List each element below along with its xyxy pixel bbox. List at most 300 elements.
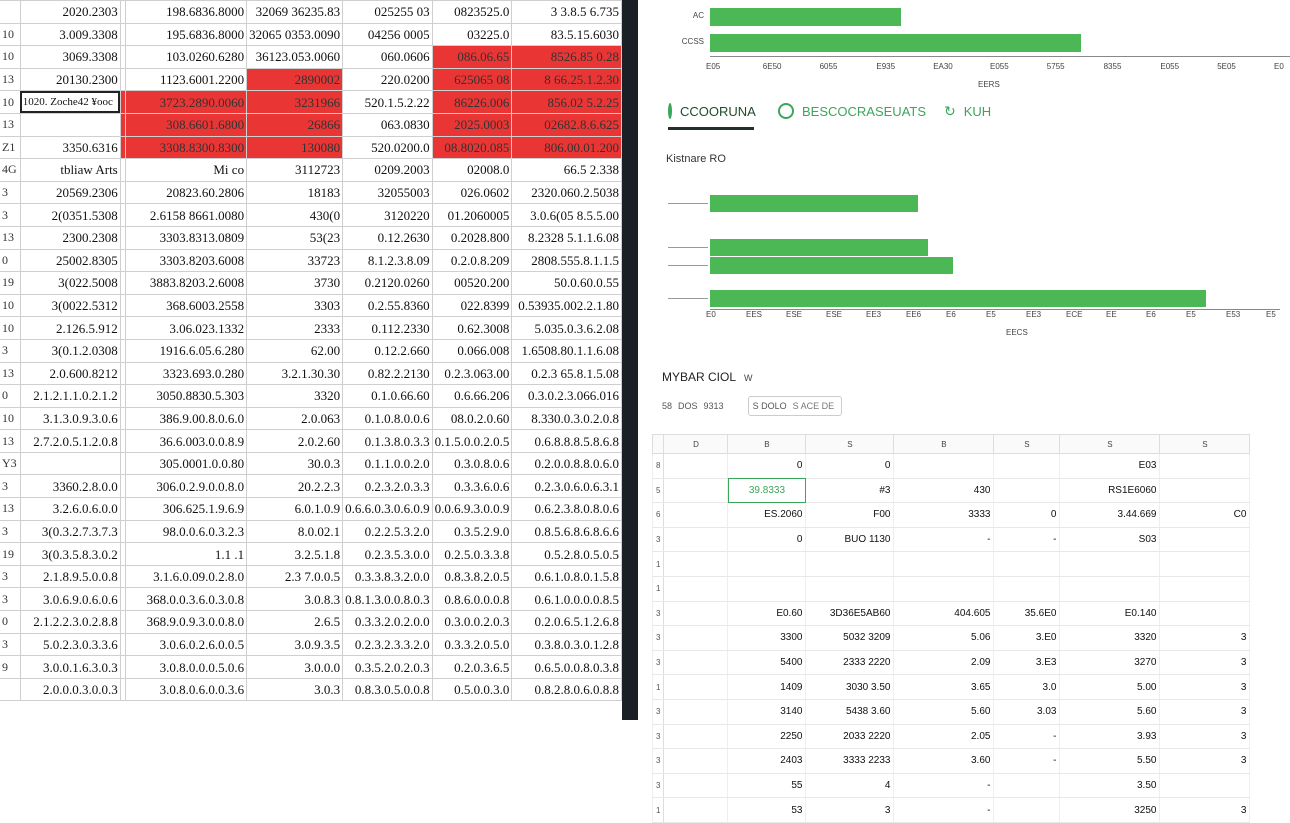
pane-divider[interactable] (622, 0, 638, 720)
grid-cell[interactable]: 3030 3.50 (806, 675, 894, 700)
tab-ccooruna[interactable] (668, 94, 754, 128)
sheet-cell[interactable]: 3320 (247, 385, 343, 408)
sheet-cell[interactable]: 8 66.25.1.2.30 (512, 68, 622, 91)
row-number[interactable]: 6 (653, 503, 664, 528)
grid-cell[interactable]: ES.2060 (728, 503, 806, 528)
sheet-cell[interactable]: 060.0606 (343, 46, 433, 69)
sheet-cell[interactable]: 0.12.2.660 (343, 339, 433, 362)
sheet-cell[interactable]: 0.2.0.6.5.1.2.6.8 (512, 611, 622, 634)
grid-cell[interactable] (994, 552, 1060, 577)
row-number[interactable]: 3 (653, 699, 664, 724)
grid-cell[interactable]: - (994, 749, 1060, 774)
sheet-cell[interactable]: 1123.6001.2200 (125, 68, 246, 91)
grid-cell[interactable] (1160, 773, 1250, 798)
sheet-cell[interactable]: 305.0001.0.0.80 (125, 452, 246, 475)
sheet-cell[interactable]: 2300.2308 (20, 226, 120, 249)
sheet-cell[interactable]: 08.0.2.0.60 (432, 407, 512, 430)
tab-kuh[interactable] (944, 94, 991, 128)
sheet-cell[interactable]: 0209.2003 (343, 159, 433, 182)
sheet-cell[interactable]: 03225.0 (432, 23, 512, 46)
sheet-cell[interactable]: 3.2.6.0.6.0.0 (20, 498, 120, 521)
sheet-cell[interactable]: 02682.8.6.625 (512, 113, 622, 136)
sheet-cell[interactable] (20, 452, 120, 475)
sheet-cell[interactable]: 1.1 .1 (125, 543, 246, 566)
sheet-cell[interactable]: 3069.3308 (20, 46, 120, 69)
grid-cell[interactable] (728, 552, 806, 577)
row-header[interactable]: 10 (0, 46, 20, 69)
sheet-cell[interactable]: 0.3.5.2.9.0 (432, 520, 512, 543)
grid-cell[interactable] (664, 650, 728, 675)
sheet-cell[interactable]: 0.1.5.0.0.2.0.5 (432, 430, 512, 453)
sheet-cell[interactable]: 3323.693.0.280 (125, 362, 246, 385)
sheet-cell[interactable]: 0.2120.0260 (343, 272, 433, 295)
column-header[interactable]: S (994, 435, 1060, 454)
grid-cell[interactable]: BUO 1130 (806, 527, 894, 552)
sheet-cell[interactable]: 50.0.60.0.55 (512, 272, 622, 295)
sheet-cell[interactable]: 3050.8830.5.303 (125, 385, 246, 408)
grid-cell[interactable]: 3 (1160, 699, 1250, 724)
row-number[interactable]: 1 (653, 576, 664, 601)
row-number[interactable]: 3 (653, 749, 664, 774)
grid-cell[interactable] (664, 527, 728, 552)
grid-cell[interactable] (994, 478, 1060, 503)
grid-cell[interactable]: 3D36E5AB60 (806, 601, 894, 626)
row-header[interactable]: 19 (0, 543, 20, 566)
row-header[interactable]: 3 (0, 339, 20, 362)
grid-cell[interactable] (664, 576, 728, 601)
sheet-cell[interactable]: 3.1.6.0.09.0.2.8.0 (125, 565, 246, 588)
grid-cell[interactable]: 3 (1160, 650, 1250, 675)
grid-cell[interactable] (894, 552, 994, 577)
grid-cell[interactable]: #3 (806, 478, 894, 503)
grid-cell[interactable]: 3.93 (1060, 724, 1160, 749)
sheet-cell[interactable]: 2.1.2.1.1.0.2.1.2 (20, 385, 120, 408)
grid-cell[interactable]: 3 (1160, 626, 1250, 651)
grid-cell[interactable] (806, 552, 894, 577)
row-header[interactable] (0, 1, 20, 24)
sheet-cell[interactable]: 0.2.3.2.3.3.2.0 (343, 633, 433, 656)
sheet-cell[interactable]: 3350.6316 (20, 136, 120, 159)
sheet-cell[interactable]: 0.3.5.2.0.2.0.3 (343, 656, 433, 679)
sheet-cell[interactable]: 3.0.8.0.0.0.5.0.6 (125, 656, 246, 679)
sheet-cell[interactable]: 08.8020.085 (432, 136, 512, 159)
grid-cell[interactable] (1160, 601, 1250, 626)
sheet-cell[interactable]: 0.3.3.8.3.2.0.0 (343, 565, 433, 588)
sheet-cell[interactable]: 3(022.5008 (20, 272, 120, 295)
grid-cell[interactable]: 39.8333 (728, 478, 806, 503)
grid-cell[interactable]: 3320 (1060, 626, 1160, 651)
sheet-cell[interactable]: 25002.8305 (20, 249, 120, 272)
sheet-cell[interactable]: 0.1.1.0.0.2.0 (343, 452, 433, 475)
sheet-cell[interactable]: 8.1.2.3.8.09 (343, 249, 433, 272)
sheet-cell[interactable]: 0.53935.002.2.1.80 (512, 294, 622, 317)
sheet-cell[interactable]: 430(0 (247, 204, 343, 227)
sheet-cell[interactable]: 8.0.02.1 (247, 520, 343, 543)
sheet-cell[interactable]: 2025.0003 (432, 113, 512, 136)
sheet-cell[interactable]: 3(0.1.2.0308 (20, 339, 120, 362)
sheet-cell[interactable]: 806.00.01.200 (512, 136, 622, 159)
grid-cell[interactable]: S03 (1060, 527, 1160, 552)
grid-cell[interactable] (1160, 552, 1250, 577)
sheet-cell[interactable]: 520.0200.0 (343, 136, 433, 159)
sheet-cell[interactable]: 83.5.15.6030 (512, 23, 622, 46)
sheet-cell[interactable]: 0.1.3.8.0.3.3 (343, 430, 433, 453)
grid-cell[interactable] (664, 478, 728, 503)
row-header[interactable]: Z1 (0, 136, 20, 159)
sheet-cell[interactable]: 0823525.0 (432, 1, 512, 24)
sheet-cell[interactable]: 386.9.00.8.0.6.0 (125, 407, 246, 430)
sheet-cell[interactable]: 20569.2306 (20, 181, 120, 204)
sheet-cell[interactable]: 2.0.063 (247, 407, 343, 430)
grid-cell[interactable]: E03 (1060, 454, 1160, 479)
grid-cell[interactable]: 2033 2220 (806, 724, 894, 749)
sheet-cell[interactable]: 0.2.55.8360 (343, 294, 433, 317)
row-header[interactable]: 19 (0, 272, 20, 295)
sheet-cell[interactable]: 025255 03 (343, 1, 433, 24)
sheet-cell[interactable]: 0.3.0.8.0.6 (432, 452, 512, 475)
grid-cell[interactable] (664, 749, 728, 774)
grid-cell[interactable] (894, 454, 994, 479)
sheet-cell[interactable]: 5.0.2.3.0.3.3.6 (20, 633, 120, 656)
sheet-cell[interactable]: 0.5.0.0.3.0 (432, 678, 512, 701)
sheet-cell[interactable]: 1.6508.80.1.1.6.08 (512, 339, 622, 362)
grid-cell[interactable]: 2.05 (894, 724, 994, 749)
sheet-cell[interactable]: 3.0.3 (247, 678, 343, 701)
column-header[interactable]: S (1060, 435, 1160, 454)
grid-cell[interactable] (664, 798, 728, 823)
row-number[interactable]: 1 (653, 798, 664, 823)
sheet-cell[interactable]: tbliaw Arts (20, 159, 120, 182)
grid-cell[interactable]: 3.65 (894, 675, 994, 700)
sheet-cell[interactable]: 2.6158 8661.0080 (125, 204, 246, 227)
sheet-cell[interactable]: 0.12.2630 (343, 226, 433, 249)
grid-cell[interactable] (664, 454, 728, 479)
sheet-cell[interactable]: 6.0.1.0.9 (247, 498, 343, 521)
sheet-cell[interactable]: 3231966 (247, 91, 343, 114)
sheet-cell[interactable]: 0.5.2.8.0.5.0.5 (512, 543, 622, 566)
grid-cell[interactable]: E0.140 (1060, 601, 1160, 626)
sheet-cell[interactable]: 0.6.5.0.0.8.0.3.8 (512, 656, 622, 679)
sheet-cell[interactable]: 01.2060005 (432, 204, 512, 227)
row-header[interactable]: 3 (0, 181, 20, 204)
sheet-cell[interactable]: 3303 (247, 294, 343, 317)
sheet-cell[interactable]: 086.06.65 (432, 46, 512, 69)
filter-input[interactable] (748, 396, 842, 416)
sheet-cell[interactable]: 0.3.0.0.2.0.3 (432, 611, 512, 634)
grid-cell[interactable]: 5400 (728, 650, 806, 675)
grid-cell[interactable] (1160, 576, 1250, 601)
sheet-cell[interactable]: 2333 (247, 317, 343, 340)
sheet-cell[interactable]: 308.6601.6800 (125, 113, 246, 136)
grid-cell[interactable]: 5.00 (1060, 675, 1160, 700)
row-header[interactable]: 3 (0, 204, 20, 227)
sheet-cell[interactable]: 0.3.8.0.3.0.1.2.8 (512, 633, 622, 656)
sheet-cell[interactable]: 3.0.9.3.5 (247, 633, 343, 656)
sheet-cell[interactable]: 368.9.0.9.3.0.0.8.0 (125, 611, 246, 634)
sheet-cell[interactable]: 0.1.0.66.60 (343, 385, 433, 408)
grid-cell[interactable] (994, 454, 1060, 479)
sheet-cell[interactable]: 022.8399 (432, 294, 512, 317)
row-number[interactable]: 1 (653, 552, 664, 577)
sheet-cell[interactable]: 368.6003.2558 (125, 294, 246, 317)
sheet-cell[interactable]: 0.2.3.063.00 (432, 362, 512, 385)
sheet-cell[interactable]: 3883.8203.2.6008 (125, 272, 246, 295)
sheet-cell[interactable]: 30.0.3 (247, 452, 343, 475)
sheet-cell[interactable]: 0.2.2.5.3.2.0 (343, 520, 433, 543)
sheet-cell[interactable]: 5.035.0.3.6.2.08 (512, 317, 622, 340)
sheet-cell[interactable]: 53(23 (247, 226, 343, 249)
grid-cell[interactable]: 3 (1160, 675, 1250, 700)
column-header[interactable]: D (664, 435, 728, 454)
sheet-cell[interactable]: 306.625.1.9.6.9 (125, 498, 246, 521)
row-header[interactable]: 0 (0, 611, 20, 634)
sheet-cell[interactable]: 195.6836.8000 (125, 23, 246, 46)
sheet-cell[interactable]: 0.2.5.0.3.3.8 (432, 543, 512, 566)
grid-cell[interactable]: 2333 2220 (806, 650, 894, 675)
sheet-cell[interactable]: 2.1.2.2.3.0.2.8.8 (20, 611, 120, 634)
sheet-cell[interactable]: 103.0260.6280 (125, 46, 246, 69)
sheet-cell[interactable]: 130080 (247, 136, 343, 159)
sheet-cell[interactable]: 520.1.5.2.22 (343, 91, 433, 114)
sheet-cell[interactable]: 2.0.600.8212 (20, 362, 120, 385)
sheet-cell[interactable]: 306.0.2.9.0.0.8.0 (125, 475, 246, 498)
sheet-cell[interactable]: 198.6836.8000 (125, 1, 246, 24)
sheet-cell[interactable]: 1020. Zoche42 ¥ooc (20, 91, 120, 114)
sheet-cell[interactable]: 0.3.3.2.0.2.0.0 (343, 611, 433, 634)
row-header[interactable]: 13 (0, 113, 20, 136)
row-header[interactable]: 9 (0, 656, 20, 679)
sheet-cell[interactable]: 368.0.0.3.6.0.3.0.8 (125, 588, 246, 611)
grid-cell[interactable]: E0.60 (728, 601, 806, 626)
row-header[interactable]: 10 (0, 91, 20, 114)
row-header[interactable]: 0 (0, 385, 20, 408)
row-header[interactable]: 13 (0, 226, 20, 249)
sheet-cell[interactable]: 0.2.3 65.8.1.5.08 (512, 362, 622, 385)
row-number[interactable]: 3 (653, 601, 664, 626)
row-header[interactable]: 10 (0, 317, 20, 340)
grid-cell[interactable]: - (894, 798, 994, 823)
sheet-cell[interactable]: 3.2.5.1.8 (247, 543, 343, 566)
sheet-cell[interactable]: 0.0.6.9.3.0.0.9 (432, 498, 512, 521)
grid-cell[interactable]: 3.60 (894, 749, 994, 774)
sheet-cell[interactable]: 32055003 (343, 181, 433, 204)
row-number[interactable]: 5 (653, 478, 664, 503)
grid-cell[interactable] (894, 576, 994, 601)
grid-cell[interactable] (994, 576, 1060, 601)
sheet-cell[interactable]: 2890002 (247, 68, 343, 91)
sheet-cell[interactable]: 625065 08 (432, 68, 512, 91)
sheet-cell[interactable]: 0.2028.800 (432, 226, 512, 249)
sheet-cell[interactable]: 3730 (247, 272, 343, 295)
sheet-cell[interactable]: 3.1.3.0.9.3.0.6 (20, 407, 120, 430)
sheet-cell[interactable]: 0.82.2.2130 (343, 362, 433, 385)
sheet-cell[interactable]: 2(0351.5308 (20, 204, 120, 227)
sheet-cell[interactable]: 00520.200 (432, 272, 512, 295)
sheet-cell[interactable]: 0.2.3.5.3.0.0 (343, 543, 433, 566)
sheet-cell[interactable]: 18183 (247, 181, 343, 204)
row-header[interactable]: 3 (0, 588, 20, 611)
sheet-cell[interactable]: 3.009.3308 (20, 23, 120, 46)
sheet-cell[interactable]: 8.2328 5.1.1.6.08 (512, 226, 622, 249)
sheet-cell[interactable]: 0.8.6.0.0.0.8 (432, 588, 512, 611)
grid-cell[interactable]: 1409 (728, 675, 806, 700)
row-number[interactable]: 3 (653, 773, 664, 798)
grid-cell[interactable]: 5.60 (894, 699, 994, 724)
row-header[interactable]: 13 (0, 68, 20, 91)
grid-cell[interactable]: 5.06 (894, 626, 994, 651)
sheet-cell[interactable]: 3(0.3.2.7.3.7.3 (20, 520, 120, 543)
sheet-cell[interactable]: 0.6.6.0.3.0.6.0.9 (343, 498, 433, 521)
grid-cell[interactable]: 0 (994, 503, 1060, 528)
grid-cell[interactable] (664, 601, 728, 626)
sheet-cell[interactable]: 0.62.3008 (432, 317, 512, 340)
sheet-cell[interactable]: 3.0.8.3 (247, 588, 343, 611)
sheet-cell[interactable]: 0.6.66.206 (432, 385, 512, 408)
grid-cell[interactable]: - (894, 773, 994, 798)
sheet-cell[interactable]: 3.0.6.0.2.6.0.0.5 (125, 633, 246, 656)
tab-bescocraseuats[interactable] (778, 94, 926, 128)
sheet-cell[interactable]: 0.2.0.8.209 (432, 249, 512, 272)
grid-cell[interactable]: 4 (806, 773, 894, 798)
grid-cell[interactable] (664, 699, 728, 724)
grid-cell[interactable]: 430 (894, 478, 994, 503)
grid-cell[interactable]: 3333 2233 (806, 749, 894, 774)
grid-cell[interactable] (728, 576, 806, 601)
grid-cell[interactable]: C0 (1160, 503, 1250, 528)
sheet-cell[interactable]: 2.3 7.0.0.5 (247, 565, 343, 588)
sheet-cell[interactable]: 36.6.003.0.0.8.9 (125, 430, 246, 453)
sheet-cell[interactable]: 2320.060.2.5038 (512, 181, 622, 204)
grid-cell[interactable] (664, 503, 728, 528)
sheet-cell[interactable]: 0.6.2.3.8.0.8.0.6 (512, 498, 622, 521)
sheet-cell[interactable]: 33723 (247, 249, 343, 272)
column-header[interactable]: B (728, 435, 806, 454)
grid-cell[interactable]: 5.50 (1060, 749, 1160, 774)
grid-cell[interactable]: 2.09 (894, 650, 994, 675)
grid-cell[interactable]: 2403 (728, 749, 806, 774)
grid-cell[interactable]: 3270 (1060, 650, 1160, 675)
sheet-cell[interactable]: 0.1.0.8.0.0.6 (343, 407, 433, 430)
grid-cell[interactable]: 3.44.669 (1060, 503, 1160, 528)
sheet-cell[interactable]: 220.0200 (343, 68, 433, 91)
sheet-cell[interactable]: 8526.85 0.28 (512, 46, 622, 69)
sheet-cell[interactable]: 32069 36235.83 (247, 1, 343, 24)
sheet-cell[interactable]: 3.0.8.0.6.0.0.3.6 (125, 678, 246, 701)
row-header[interactable]: 13 (0, 362, 20, 385)
grid-cell[interactable]: 3 (1160, 724, 1250, 749)
sheet-cell[interactable]: 0.6.8.8.8.5.8.6.8 (512, 430, 622, 453)
sheet-cell[interactable]: 32065 0353.0090 (247, 23, 343, 46)
grid-cell[interactable] (1060, 552, 1160, 577)
sheet-cell[interactable]: 66.5 2.338 (512, 159, 622, 182)
sheet-cell[interactable]: 3(0022.5312 (20, 294, 120, 317)
column-header[interactable]: S (806, 435, 894, 454)
grid-cell[interactable]: - (894, 527, 994, 552)
sheet-cell[interactable]: 3303.8203.6008 (125, 249, 246, 272)
row-header[interactable]: 3 (0, 633, 20, 656)
sheet-cell[interactable]: 0.2.3.2.0.3.3 (343, 475, 433, 498)
sheet-cell[interactable]: 62.00 (247, 339, 343, 362)
sheet-cell[interactable]: 0.066.008 (432, 339, 512, 362)
grid-cell[interactable] (1060, 576, 1160, 601)
row-header[interactable]: 13 (0, 430, 20, 453)
grid-cell[interactable]: - (994, 724, 1060, 749)
sheet-cell[interactable]: 0.6.1.0.8.0.1.5.8 (512, 565, 622, 588)
sheet-cell[interactable]: 2.6.5 (247, 611, 343, 634)
grid-cell[interactable]: 35.6E0 (994, 601, 1060, 626)
sheet-cell[interactable]: 3308.8300.8300 (125, 136, 246, 159)
sheet-cell[interactable]: 36123.053.0060 (247, 46, 343, 69)
column-header[interactable]: S (1160, 435, 1250, 454)
grid-cell[interactable]: 3300 (728, 626, 806, 651)
grid-cell[interactable]: 3.E3 (994, 650, 1060, 675)
sheet-cell[interactable]: 0.8.2.8.0.6.0.8.8 (512, 678, 622, 701)
grid-cell[interactable] (1160, 478, 1250, 503)
row-header[interactable] (0, 678, 20, 701)
sheet-cell[interactable]: 3.0.6(05 8.5.5.00 (512, 204, 622, 227)
grid-cell[interactable]: 3 (806, 798, 894, 823)
grid-cell[interactable] (664, 773, 728, 798)
sheet-cell[interactable]: 0.6.1.0.0.0.0.8.5 (512, 588, 622, 611)
sheet-cell[interactable]: 856.02 5.2.25 (512, 91, 622, 114)
grid-cell[interactable]: 3.E0 (994, 626, 1060, 651)
row-header[interactable]: 10 (0, 294, 20, 317)
sheet-cell[interactable]: 0.8.3.0.5.0.0.8 (343, 678, 433, 701)
sheet-cell[interactable]: 2.126.5.912 (20, 317, 120, 340)
sheet-cell[interactable]: 0.2.3.0.6.0.6.3.1 (512, 475, 622, 498)
sheet-cell[interactable]: 3(0.3.5.8.3.0.2 (20, 543, 120, 566)
grid-cell[interactable]: 3.03 (994, 699, 1060, 724)
grid-cell[interactable]: 0 (728, 527, 806, 552)
row-number[interactable]: 8 (653, 454, 664, 479)
grid-cell[interactable]: 3.0 (994, 675, 1060, 700)
row-header[interactable]: 3 (0, 565, 20, 588)
grid-cell[interactable] (664, 675, 728, 700)
grid-cell[interactable]: 3 (1160, 749, 1250, 774)
grid-cell[interactable]: 0 (728, 454, 806, 479)
sheet-cell[interactable]: 2.7.2.0.5.1.2.0.8 (20, 430, 120, 453)
sheet-cell[interactable]: 0.8.3.8.2.0.5 (432, 565, 512, 588)
grid-cell[interactable] (1160, 454, 1250, 479)
row-header[interactable]: 10 (0, 23, 20, 46)
row-number[interactable]: 3 (653, 650, 664, 675)
sheet-cell[interactable]: 20.2.2.3 (247, 475, 343, 498)
sheet-cell[interactable]: 2.0.0.0.3.0.0.3 (20, 678, 120, 701)
grid-cell[interactable]: 3333 (894, 503, 994, 528)
grid-cell[interactable]: F00 (806, 503, 894, 528)
row-number[interactable]: 1 (653, 675, 664, 700)
row-number[interactable]: 3 (653, 626, 664, 651)
sheet-cell[interactable]: 3.0.0.0 (247, 656, 343, 679)
sheet-cell[interactable]: 86226.006 (432, 91, 512, 114)
grid-cell[interactable] (1160, 527, 1250, 552)
grid-cell[interactable]: 5438 3.60 (806, 699, 894, 724)
grid-cell[interactable] (994, 798, 1060, 823)
sheet-cell[interactable]: 02008.0 (432, 159, 512, 182)
sheet-cell[interactable]: 3.2.1.30.30 (247, 362, 343, 385)
sheet-cell[interactable]: 2.0.2.60 (247, 430, 343, 453)
grid-cell[interactable] (806, 576, 894, 601)
sheet-cell[interactable]: 3360.2.8.0.0 (20, 475, 120, 498)
sheet-cell[interactable]: 3723.2890.0060 (125, 91, 246, 114)
grid-cell[interactable]: 2250 (728, 724, 806, 749)
grid-cell[interactable]: 5.60 (1060, 699, 1160, 724)
grid-cell[interactable]: RS1E6060 (1060, 478, 1160, 503)
grid-cell[interactable] (664, 626, 728, 651)
grid-cell[interactable] (664, 724, 728, 749)
sheet-cell[interactable]: 20130.2300 (20, 68, 120, 91)
sheet-cell[interactable]: 98.0.0.6.0.3.2.3 (125, 520, 246, 543)
